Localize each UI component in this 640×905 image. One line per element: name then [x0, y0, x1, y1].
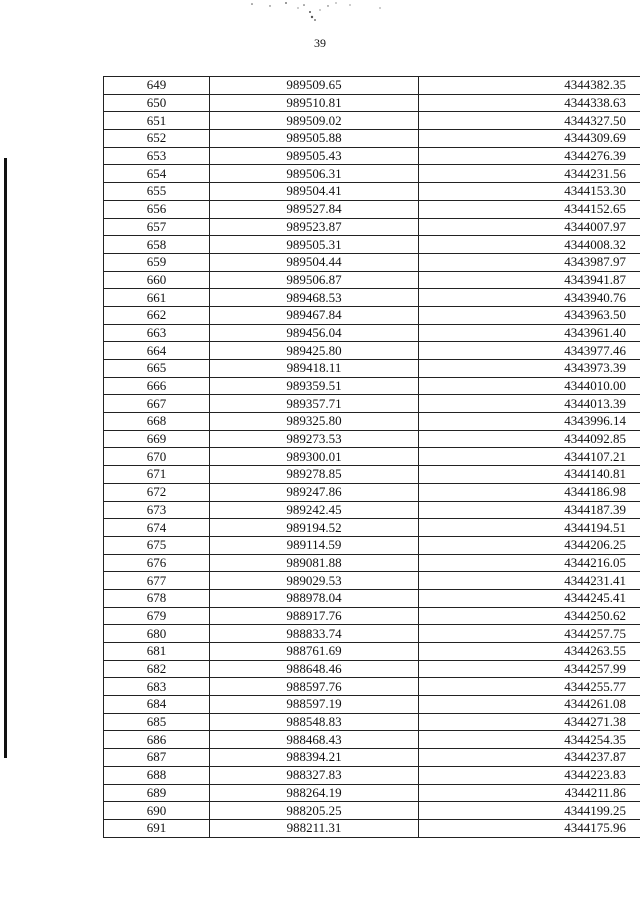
table-row — [104, 749, 640, 767]
table-row — [104, 448, 640, 466]
table-row — [104, 819, 640, 837]
x-coordinate-cell: 989505.43 — [210, 147, 419, 165]
y-coordinate-cell: 4344231.41 — [419, 572, 640, 590]
x-coordinate-cell: 989510.81 — [210, 94, 419, 112]
table-row — [104, 660, 640, 678]
y-coordinate-cell: 4344250.62 — [419, 607, 640, 625]
point-number-cell: 679 — [104, 607, 210, 625]
x-coordinate-cell: 988264.19 — [210, 784, 419, 802]
y-coordinate-cell: 4344271.38 — [419, 713, 640, 731]
x-coordinate-cell: 989247.86 — [210, 483, 419, 501]
x-coordinate-cell: 989418.11 — [210, 360, 419, 378]
x-coordinate-cell: 989425.80 — [210, 342, 419, 360]
y-coordinate-cell: 4344211.86 — [419, 784, 640, 802]
table-row — [104, 183, 640, 201]
table-row — [104, 218, 640, 236]
y-coordinate-cell: 4343941.87 — [419, 271, 640, 289]
x-coordinate-cell: 989527.84 — [210, 200, 419, 218]
table-row — [104, 501, 640, 519]
table-row — [104, 678, 640, 696]
y-coordinate-cell: 4344010.00 — [419, 377, 640, 395]
y-coordinate-cell: 4344223.83 — [419, 766, 640, 784]
point-number-cell: 690 — [104, 802, 210, 820]
table-row — [104, 643, 640, 661]
x-coordinate-cell: 989504.44 — [210, 253, 419, 271]
table-row — [104, 324, 640, 342]
x-coordinate-cell: 989029.53 — [210, 572, 419, 590]
point-number-cell: 660 — [104, 271, 210, 289]
x-coordinate-cell: 988211.31 — [210, 819, 419, 837]
table-row — [104, 607, 640, 625]
point-number-cell: 664 — [104, 342, 210, 360]
y-coordinate-cell: 4344153.30 — [419, 183, 640, 201]
y-coordinate-cell: 4344309.69 — [419, 130, 640, 148]
x-coordinate-cell: 988978.04 — [210, 589, 419, 607]
y-coordinate-cell: 4343961.40 — [419, 324, 640, 342]
point-number-cell: 658 — [104, 236, 210, 254]
y-coordinate-cell: 4344152.65 — [419, 200, 640, 218]
x-coordinate-cell: 989506.87 — [210, 271, 419, 289]
x-coordinate-cell: 989357.71 — [210, 395, 419, 413]
point-number-cell: 652 — [104, 130, 210, 148]
table-row — [104, 430, 640, 448]
coordinates-table — [103, 76, 640, 838]
y-coordinate-cell: 4344237.87 — [419, 749, 640, 767]
x-coordinate-cell: 988761.69 — [210, 643, 419, 661]
table-row — [104, 271, 640, 289]
table-row — [104, 589, 640, 607]
point-number-cell: 687 — [104, 749, 210, 767]
point-number-cell: 673 — [104, 501, 210, 519]
table-row — [104, 483, 640, 501]
point-number-cell: 684 — [104, 696, 210, 714]
x-coordinate-cell: 988597.76 — [210, 678, 419, 696]
point-number-cell: 663 — [104, 324, 210, 342]
x-coordinate-cell: 988833.74 — [210, 625, 419, 643]
point-number-cell: 678 — [104, 589, 210, 607]
table-row — [104, 165, 640, 183]
y-coordinate-cell: 4344254.35 — [419, 731, 640, 749]
y-coordinate-cell: 4344092.85 — [419, 430, 640, 448]
y-coordinate-cell: 4343977.46 — [419, 342, 640, 360]
y-coordinate-cell: 4344261.08 — [419, 696, 640, 714]
y-coordinate-cell: 4343973.39 — [419, 360, 640, 378]
y-coordinate-cell: 4344327.50 — [419, 112, 640, 130]
point-number-cell: 680 — [104, 625, 210, 643]
point-number-cell: 686 — [104, 731, 210, 749]
point-number-cell: 681 — [104, 643, 210, 661]
x-coordinate-cell: 989325.80 — [210, 413, 419, 431]
table-row — [104, 130, 640, 148]
point-number-cell: 668 — [104, 413, 210, 431]
table-row — [104, 766, 640, 784]
x-coordinate-cell: 988468.43 — [210, 731, 419, 749]
y-coordinate-cell: 4344231.56 — [419, 165, 640, 183]
point-number-cell: 654 — [104, 165, 210, 183]
point-number-cell: 691 — [104, 819, 210, 837]
x-coordinate-cell: 988327.83 — [210, 766, 419, 784]
y-coordinate-cell: 4344187.39 — [419, 501, 640, 519]
point-number-cell: 655 — [104, 183, 210, 201]
y-coordinate-cell: 4344007.97 — [419, 218, 640, 236]
y-coordinate-cell: 4343963.50 — [419, 306, 640, 324]
y-coordinate-cell: 4343940.76 — [419, 289, 640, 307]
point-number-cell: 650 — [104, 94, 210, 112]
y-coordinate-cell: 4344276.39 — [419, 147, 640, 165]
y-coordinate-cell: 4344263.55 — [419, 643, 640, 661]
x-coordinate-cell: 988205.25 — [210, 802, 419, 820]
point-number-cell: 666 — [104, 377, 210, 395]
y-coordinate-cell: 4344245.41 — [419, 589, 640, 607]
table-row — [104, 77, 640, 95]
table-row — [104, 395, 640, 413]
x-coordinate-cell: 989504.41 — [210, 183, 419, 201]
point-number-cell: 670 — [104, 448, 210, 466]
table-row — [104, 554, 640, 572]
table-row — [104, 200, 640, 218]
table-row — [104, 253, 640, 271]
table-row — [104, 519, 640, 537]
x-coordinate-cell: 989278.85 — [210, 466, 419, 484]
table-row — [104, 713, 640, 731]
table-row — [104, 625, 640, 643]
table-row — [104, 802, 640, 820]
x-coordinate-cell: 988548.83 — [210, 713, 419, 731]
point-number-cell: 685 — [104, 713, 210, 731]
y-coordinate-cell: 4344008.32 — [419, 236, 640, 254]
point-number-cell: 665 — [104, 360, 210, 378]
x-coordinate-cell: 988597.19 — [210, 696, 419, 714]
x-coordinate-cell: 989081.88 — [210, 554, 419, 572]
point-number-cell: 677 — [104, 572, 210, 590]
y-coordinate-cell: 4344338.63 — [419, 94, 640, 112]
x-coordinate-cell: 989506.31 — [210, 165, 419, 183]
x-coordinate-cell: 988648.46 — [210, 660, 419, 678]
point-number-cell: 675 — [104, 536, 210, 554]
point-number-cell: 649 — [104, 77, 210, 95]
table-row — [104, 377, 640, 395]
table-row — [104, 466, 640, 484]
x-coordinate-cell: 989505.31 — [210, 236, 419, 254]
y-coordinate-cell: 4343996.14 — [419, 413, 640, 431]
scan-noise — [240, 0, 400, 30]
point-number-cell: 683 — [104, 678, 210, 696]
y-coordinate-cell: 4344206.25 — [419, 536, 640, 554]
point-number-cell: 676 — [104, 554, 210, 572]
y-coordinate-cell: 4344013.39 — [419, 395, 640, 413]
point-number-cell: 688 — [104, 766, 210, 784]
table-row — [104, 572, 640, 590]
table-row — [104, 696, 640, 714]
point-number-cell: 653 — [104, 147, 210, 165]
x-coordinate-cell: 989273.53 — [210, 430, 419, 448]
y-coordinate-cell: 4344382.35 — [419, 77, 640, 95]
point-number-cell: 682 — [104, 660, 210, 678]
point-number-cell: 689 — [104, 784, 210, 802]
coordinates-table-body — [104, 77, 640, 838]
table-row — [104, 536, 640, 554]
x-coordinate-cell: 989509.65 — [210, 77, 419, 95]
y-coordinate-cell: 4343987.97 — [419, 253, 640, 271]
y-coordinate-cell: 4344186.98 — [419, 483, 640, 501]
x-coordinate-cell: 989468.53 — [210, 289, 419, 307]
point-number-cell: 662 — [104, 306, 210, 324]
table-row — [104, 306, 640, 324]
x-coordinate-cell: 988394.21 — [210, 749, 419, 767]
scan-edge-bar — [4, 158, 7, 758]
page-number: 39 — [314, 36, 326, 50]
point-number-cell: 651 — [104, 112, 210, 130]
y-coordinate-cell: 4344257.99 — [419, 660, 640, 678]
y-coordinate-cell: 4344255.77 — [419, 678, 640, 696]
point-number-cell: 656 — [104, 200, 210, 218]
table-row — [104, 342, 640, 360]
point-number-cell: 657 — [104, 218, 210, 236]
x-coordinate-cell: 989114.59 — [210, 536, 419, 554]
table-row — [104, 413, 640, 431]
y-coordinate-cell: 4344199.25 — [419, 802, 640, 820]
table-row — [104, 94, 640, 112]
x-coordinate-cell: 989467.84 — [210, 306, 419, 324]
table-row — [104, 360, 640, 378]
table-row — [104, 784, 640, 802]
table-row — [104, 112, 640, 130]
table-row — [104, 236, 640, 254]
y-coordinate-cell: 4344140.81 — [419, 466, 640, 484]
x-coordinate-cell: 989523.87 — [210, 218, 419, 236]
y-coordinate-cell: 4344175.96 — [419, 819, 640, 837]
point-number-cell: 659 — [104, 253, 210, 271]
x-coordinate-cell: 989242.45 — [210, 501, 419, 519]
x-coordinate-cell: 988917.76 — [210, 607, 419, 625]
table-row — [104, 147, 640, 165]
x-coordinate-cell: 989456.04 — [210, 324, 419, 342]
x-coordinate-cell: 989300.01 — [210, 448, 419, 466]
y-coordinate-cell: 4344257.75 — [419, 625, 640, 643]
point-number-cell: 674 — [104, 519, 210, 537]
point-number-cell: 669 — [104, 430, 210, 448]
point-number-cell: 661 — [104, 289, 210, 307]
y-coordinate-cell: 4344107.21 — [419, 448, 640, 466]
y-coordinate-cell: 4344216.05 — [419, 554, 640, 572]
x-coordinate-cell: 989505.88 — [210, 130, 419, 148]
x-coordinate-cell: 989509.02 — [210, 112, 419, 130]
table-row — [104, 731, 640, 749]
point-number-cell: 672 — [104, 483, 210, 501]
point-number-cell: 671 — [104, 466, 210, 484]
table-row — [104, 289, 640, 307]
x-coordinate-cell: 989194.52 — [210, 519, 419, 537]
point-number-cell: 667 — [104, 395, 210, 413]
x-coordinate-cell: 989359.51 — [210, 377, 419, 395]
y-coordinate-cell: 4344194.51 — [419, 519, 640, 537]
